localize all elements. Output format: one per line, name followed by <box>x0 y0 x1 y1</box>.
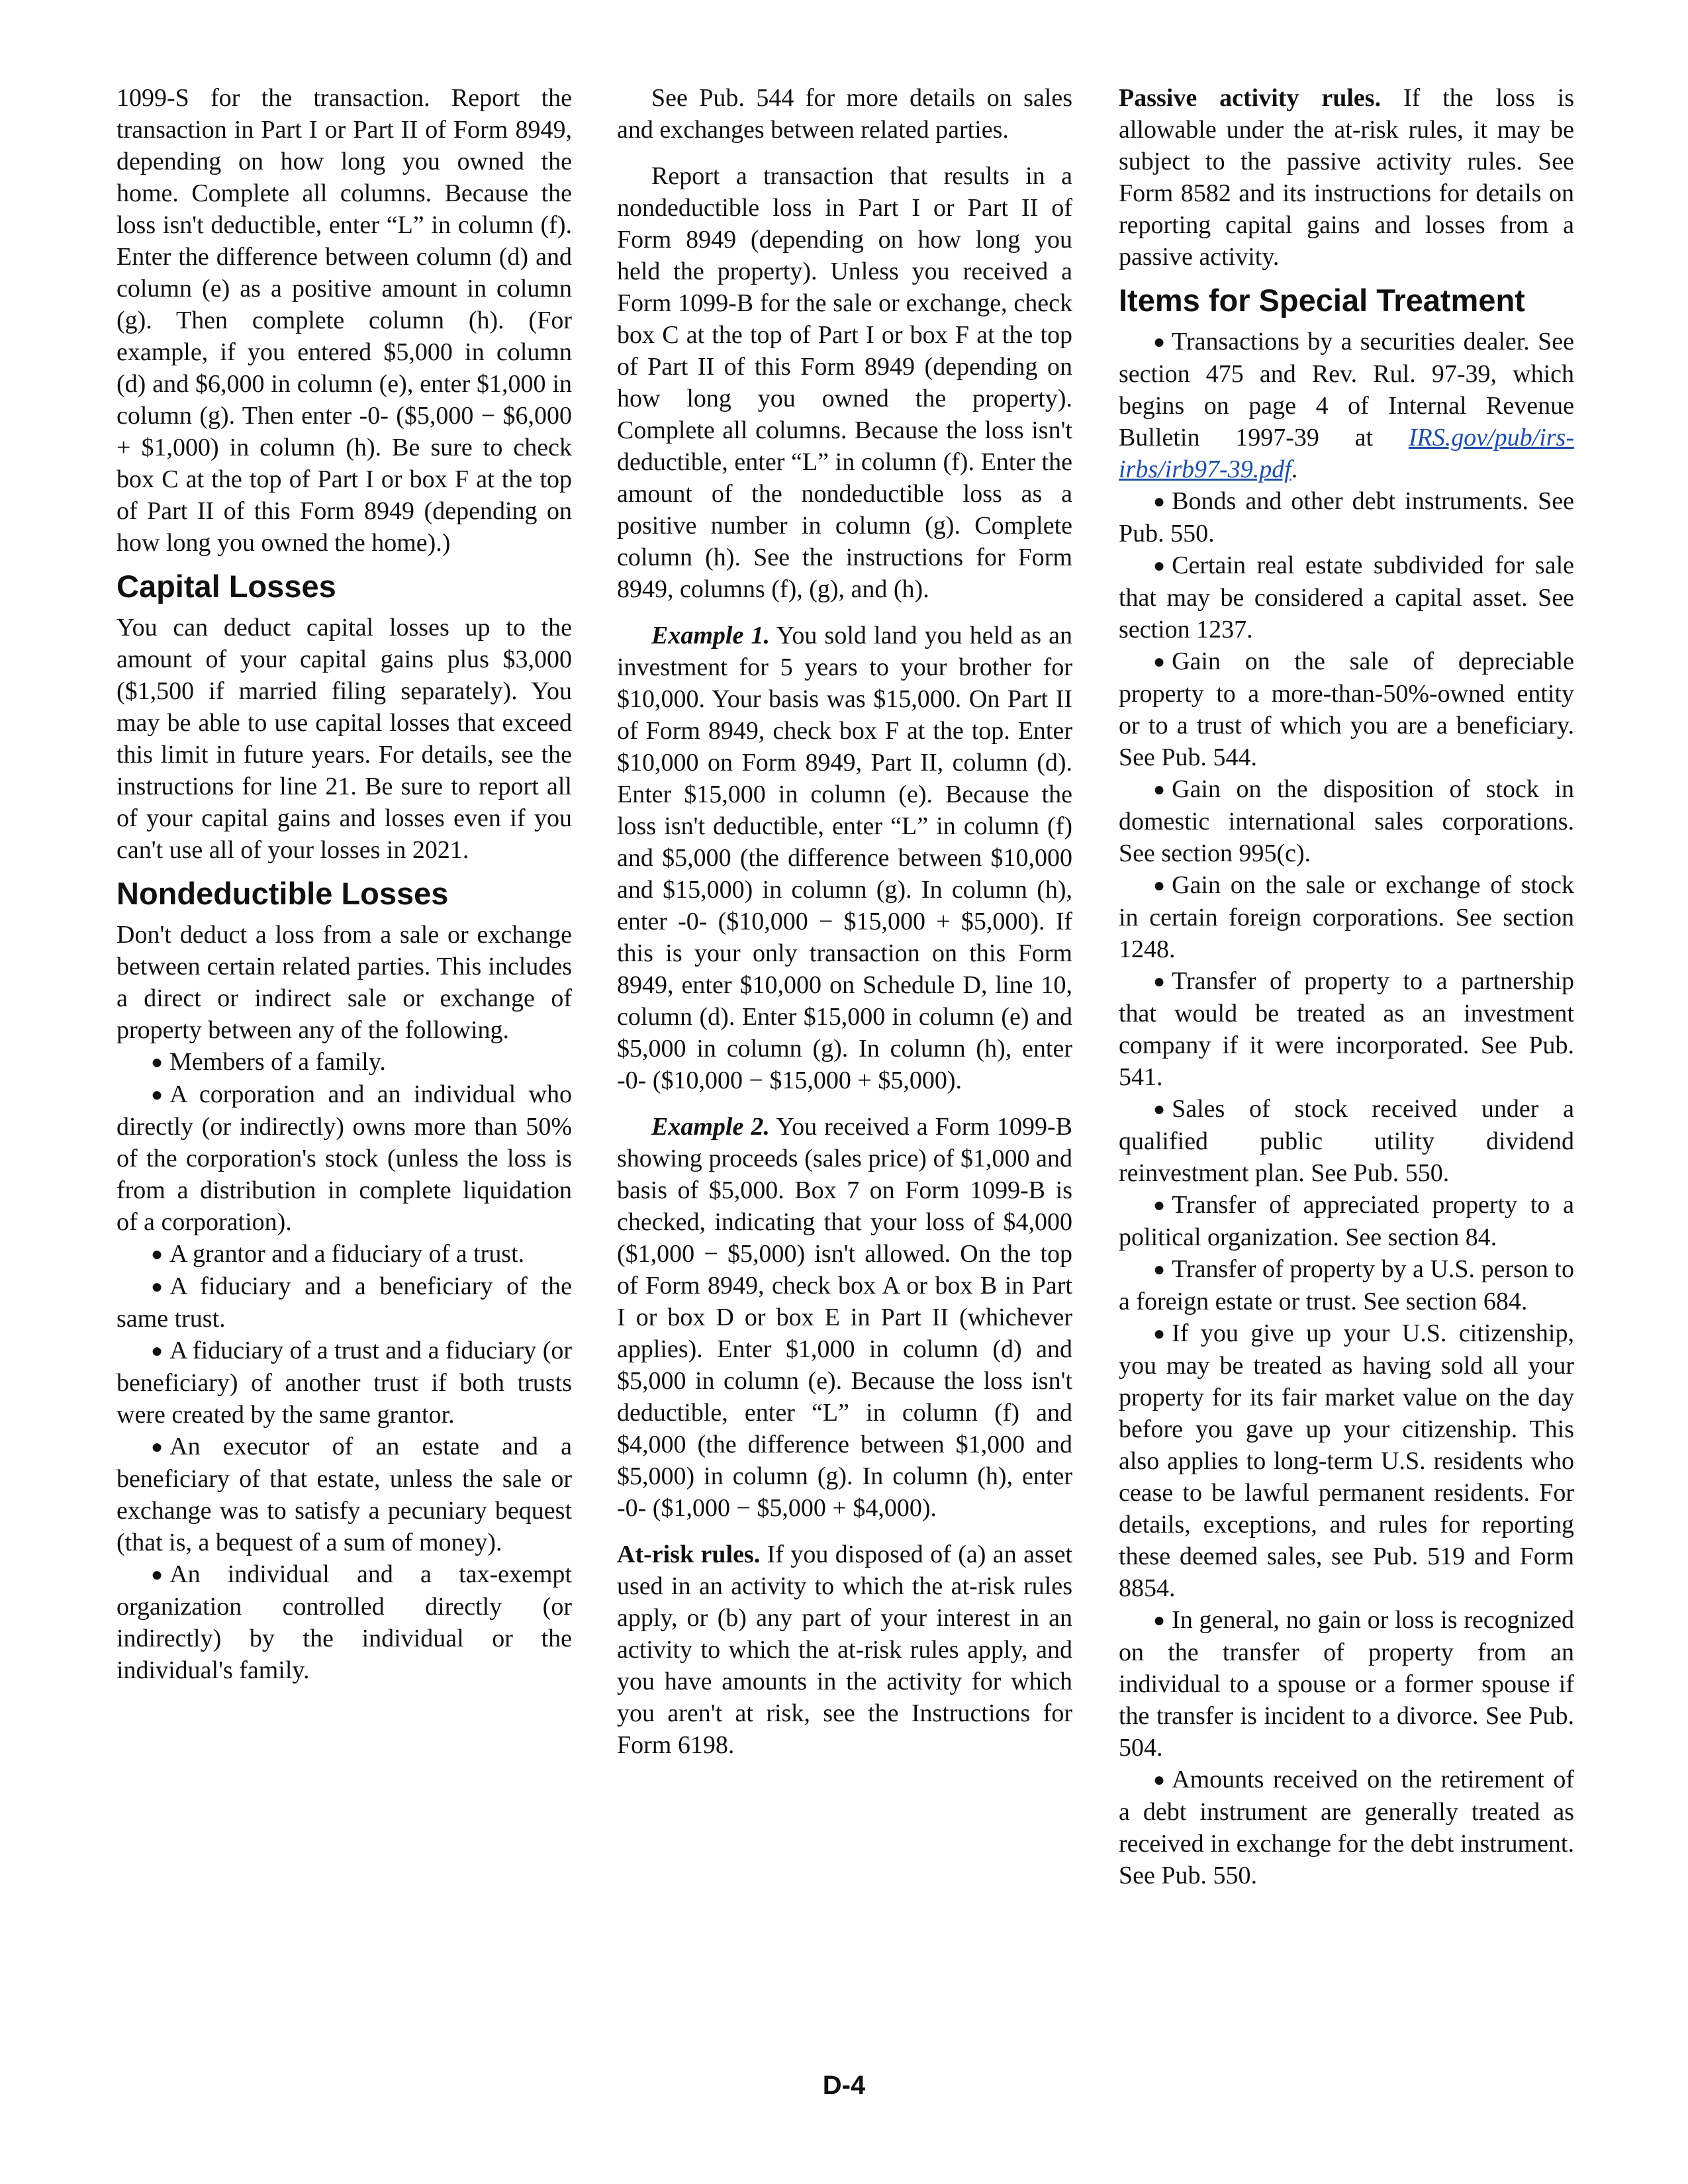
example-1-text: You sold land you held as an investment for 5 years to your brother for $10,000. Your basis was $15,000. On Part II of Form 8949, check box F at the top. Enter $10,000 on Form 8949, Part II, column (d). Enter $15,000 in column (e). Because the loss isn't deductible, enter “L” in column (f) and $5,000 (the difference between $10,000 and $15,000) in column (g). In column (h), enter -0- ($10,000 − $15,000 + $5,000). If this is your only transaction on this Form 8949, enter $10,000 on Schedule D, line 10, column (d). Enter $15,000 in column (e) and $5,000 in column (g). In column (h), enter -0- ($10,000 − $15,000 + $5,000). <box>617 622 1073 1094</box>
bullet-icon: ● <box>1153 491 1166 512</box>
passive-label: Passive activity rules. <box>1119 84 1382 112</box>
passive-text: If the loss is allowable under the at-risk rules, it may be subject to the passive activity rules. See Form 8582 and its instructions for details on reporting capital gains and losses from a passive activity. <box>1119 84 1575 271</box>
bullet-icon: ● <box>151 1340 164 1362</box>
heading-special-treatment: Items for Special Treatment <box>1119 283 1525 318</box>
bullet-icon: ● <box>1153 779 1166 800</box>
list-item: ● Transfer of property to a partnership that would be treated as an investment company if it were incorporated. See Pub. 541. <box>1119 967 1574 1091</box>
list-item: ● Members of a family. <box>117 1046 572 1078</box>
paragraph-continued: 1099-S for the transaction. Report the transaction in Part I or Part II of Form 8949, depending on how long you owned the home. Complete all columns. Because the loss isn't deductible, enter “L” in column (f). Enter the difference between column (d) and column (e) as a positive amount in column (g). Then complete column (h). (For example, if you entered $5,000 in column (d) and $6,000 in column (e), enter $1,000 in column (g). Then enter -0- ($5,000 − $6,000 + $1,000) in column (h). Be sure to check box C at the top of Part I or box F at the top of Part II of this Form 8949 (depending on how long you owned the home).) <box>117 84 572 557</box>
list-item: ● Gain on the sale of depreciable property to a more-than-50%-owned entity or to a trust of which you are a beneficiary. See Pub. 544. <box>1119 647 1574 771</box>
bullet-icon: ● <box>1153 971 1166 992</box>
irs-bulletin-link[interactable]: IRS.gov/pub/irs-irbs/irb97-39.pdf <box>1119 424 1574 483</box>
list-item: ● Sales of stock received under a qualified public utility dividend reinvestment plan. See Pub. 550. <box>1119 1095 1574 1187</box>
bullet-icon: ● <box>151 1436 164 1458</box>
at-risk-rules <box>617 1539 1072 1761</box>
example-2-text: You received a Form 1099-B showing proceeds (sales price) of $1,000 and basis of $5,000. Box 7 on Form 1099-B is checked, indicating that your loss of $4,000 ($1,000 − $5,000) isn't allowed. On the top of Form 8949, check box A or box B in Part I or box D or box E in Part II (whichever applies). Enter $1,000 in column (d) and $5,000 in column (e). Because the loss isn't deductible, enter “L” in column (f) and $4,000 (the difference between $1,000 and $5,000) in column (g). In column (h), enter -0- ($1,000 − $5,000 + $4,000). <box>617 1113 1073 1522</box>
bullet-icon: ● <box>1153 875 1166 896</box>
heading-nondeductible-losses: Nondeductible Losses <box>117 876 449 911</box>
bullet-icon: ● <box>1153 651 1166 673</box>
list-item: ● In general, no gain or loss is recognized on the transfer of property from an individual to a spouse or a former spouse if the transfer is incident to a divorce. See Pub. 504. <box>1119 1606 1574 1762</box>
passive-activity-rules <box>1119 82 1574 273</box>
list-item: ● An executor of an estate and a beneficiary of that estate, unless the sale or exchange was to satisfy a pecuniary bequest (that is, a bequest of a sum of money). <box>117 1433 572 1556</box>
paragraph-report-transaction: Report a transaction that results in a nondeductible loss in Part I or Part II of Form 8949 (depending on how long you held the property). Unless you received a Form 1099-B for the sale or exchange, check box C at the top of Part I or box F at the top of Part II of this Form 8949 (depending on how long you owned the property). Complete all columns. Because the loss isn't deductible, enter “L” in column (f). Enter the amount of the nondeductible loss as a positive number in column (g). Complete column (h). See the instructions for Form 8949, columns (f), (g), and (h). <box>617 162 1072 603</box>
heading-capital-losses: Capital Losses <box>117 569 336 604</box>
bullet-icon: ● <box>1153 1098 1166 1120</box>
list-item: ● Gain on the sale or exchange of stock in certain foreign corporations. See section 1248. <box>1119 871 1574 963</box>
example-2 <box>617 1111 1072 1524</box>
list-item: ● An individual and a tax-exempt organization controlled directly (or indirectly) by the individual or the individual's family. <box>117 1560 572 1684</box>
list-item: ● Transfer of property by a U.S. person to a foreign estate or trust. See section 684. <box>1119 1255 1574 1315</box>
bullet-icon: ● <box>1153 1258 1166 1280</box>
at-risk-text: If you disposed of (a) an asset used in an activity to which the at-risk rules apply, or (b) any part of your interest in an activity to which the at-risk rules apply, and you have amounts in the activity for which you aren't at risk, see the Instructions for Form 6198. <box>617 1541 1073 1759</box>
bullet-icon: ● <box>1153 331 1166 353</box>
bullet-icon: ● <box>1153 1769 1166 1791</box>
example-1-label: Example 1. <box>651 622 770 649</box>
bullet-icon: ● <box>151 1564 164 1586</box>
bullet-icon: ● <box>151 1243 164 1265</box>
bullet-icon: ● <box>1153 1194 1166 1216</box>
bullet-icon: ● <box>1153 1609 1166 1631</box>
list-item: ● A fiduciary and a beneficiary of the same trust. <box>117 1272 572 1333</box>
bullet-icon: ● <box>1153 555 1166 577</box>
bullet-icon: ● <box>151 1276 164 1298</box>
list-item: ● A fiduciary of a trust and a fiduciary (or beneficiary) of another trust if both trusts were created by the same grantor. <box>117 1337 572 1429</box>
list-item: ● Transactions by a securities dealer. See section 475 and Rev. Rul. 97-39, which begins on page 4 of Internal Revenue Bulletin 1997-39 at IRS.gov/pub/irs-irbs/irb97-39.pdf. <box>1119 328 1574 483</box>
list-item: ● Certain real estate subdivided for sale that may be considered a capital asset. See section 1237. <box>1119 551 1574 643</box>
bullet-icon: ● <box>151 1051 164 1073</box>
example-2-label: Example 2. <box>651 1113 770 1141</box>
bullet-icon: ● <box>1153 1323 1166 1345</box>
at-risk-label: At-risk rules. <box>617 1541 761 1568</box>
column-right <box>1119 82 1574 1891</box>
list-item: ● Bonds and other debt instruments. See Pub. 550. <box>1119 487 1574 547</box>
list-item: ● Gain on the disposition of stock in domestic international sales corporations. See section 995(c). <box>1119 775 1574 867</box>
list-item: ● Amounts received on the retirement of a debt instrument are generally treated as received in exchange for the debt instrument. See Pub. 550. <box>1119 1766 1574 1889</box>
example-1 <box>617 620 1072 1096</box>
list-item: ● Transfer of appreciated property to a political organization. See section 84. <box>1119 1191 1574 1251</box>
page-number: D-4 <box>822 2071 866 2100</box>
list-item: ● A grantor and a fiduciary of a trust. <box>117 1238 572 1270</box>
column-left <box>117 82 572 1686</box>
list-item: ● If you give up your U.S. citizenship, you may be treated as having sold all your property for its fair market value on the day before you gave up your citizenship. This also applies to long-term U.S. residents who cease to be lawful permanent residents. For details, exceptions, and rules for reporting these deemed sales, see Pub. 519 and Form 8854. <box>1119 1319 1574 1602</box>
bullet-icon: ● <box>151 1084 164 1106</box>
column-middle <box>617 82 1072 1761</box>
list-item: ● A corporation and an individual who directly (or indirectly) owns more than 50% of the corporation's stock (unless the loss is from a distribution in complete liquidation of a corporation). <box>117 1080 572 1236</box>
paragraph-nondeductible-losses: Don't deduct a loss from a sale or exchange between certain related parties. This includes a direct or indirect sale or exchange of property between any of the following. <box>117 921 572 1044</box>
paragraph-related-parties: See Pub. 544 for more details on sales and exchanges between related parties. <box>617 84 1072 144</box>
paragraph-capital-losses: You can deduct capital losses up to the amount of your capital gains plus $3,000 ($1,500 if married filing separately). You may be able to use capital losses that exceed this limit in future years. For details, see the instructions for line 21. Be sure to report all of your capital gains and losses even if you can't use all of your losses in 2021. <box>117 614 572 864</box>
